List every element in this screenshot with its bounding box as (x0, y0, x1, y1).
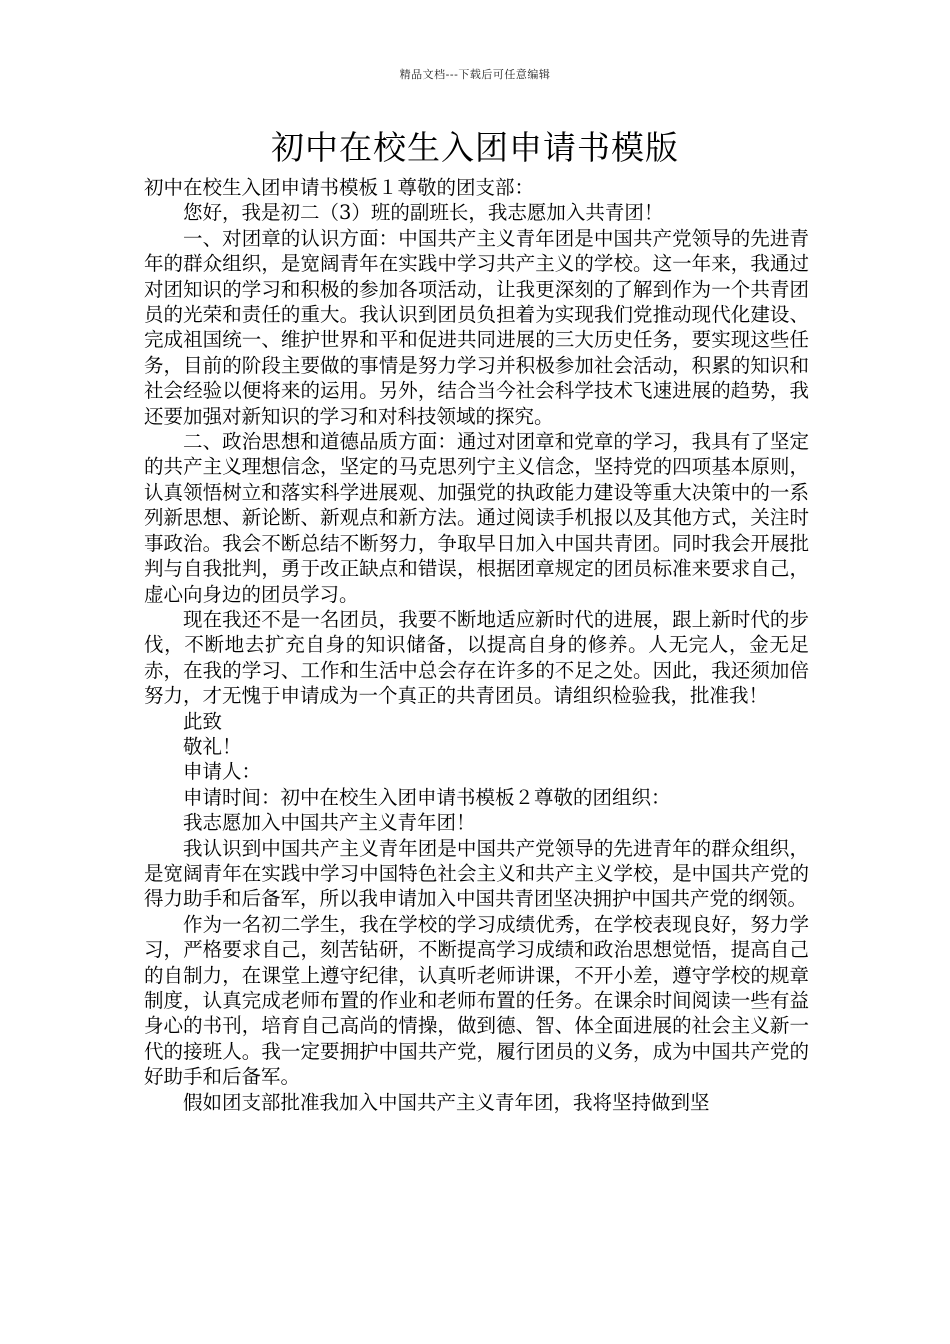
document-body (144, 175, 809, 1115)
header-note: 精品文档---下载后可任意编辑 (399, 68, 551, 81)
paragraph: 我志愿加入中国共产主义青年团！ (183, 811, 476, 835)
closing-line: 此致 (183, 709, 223, 733)
paragraph: 我认识到中国共产主义青年团是中国共产党领导的先进青年的群众组织，是宽阔青年在实践中学习中国特色社会主义和共产主义学校，是中国共产党的得力助手和后备军，所以我申请加入中国共青团坚决拥护中国共产党的纲领。 (144, 836, 809, 911)
applicant-line: 申请人： (183, 760, 262, 784)
date-line: 申请时间：初中在校生入团申请书模板２尊敬的团组织： (183, 785, 671, 809)
paragraph: 初中在校生入团申请书模板１尊敬的团支部： (144, 176, 535, 199)
paragraph: 二、政治思想和道德品质方面：通过对团章和党章的学习，我具有了坚定的共产主义理想信念，坚定的马克思列宁主义信念，坚持党的四项基本原则，认真领悟树立和落实科学进展观、加强党的执政能力建设等重大决策中的一系列新思想、新论断、新观点和新方法。通过阅读手机报以及其他方式，关注时事政治。我会不断总结不断努力，争取早日加入中国共青团。同时我会开展批判与自我批判，勇于改正缺点和错误，根据团章规定的团员标准来要求自己，虚心向身边的团员学习。 (144, 430, 809, 606)
paragraph: 现在我还不是一名团员，我要不断地适应新时代的进展，跟上新时代的步伐，不断地去扩充自身的知识储备，以提高自身的修养。人无完人，金无足赤，在我的学习、工作和生活中总会存在许多的不足之处。因此，我还须加倍努力，才无愧于申请成为一个真正的共青团员。请组织检验我，批准我！ (144, 607, 809, 708)
paragraph: 作为一名初二学生，我在学校的学习成绩优秀，在学校表现良好，努力学习，严格要求自己，刻苦钻研，不断提高学习成绩和政治思想觉悟，提高自己的自制力，在课堂上遵守纪律，认真听老师讲课，不开小差，遵守学校的规章制度，认真完成老师布置的作业和老师布置的任务。在课余时间阅读一些有益身心的书刊，培育自己高尚的情操，做到德、智、体全面进展的社会主义新一代的接班人。我一定要拥护中国共产党，履行团员的义务，成为中国共产党的好助手和后备军。 (144, 912, 809, 1089)
closing-line: 敬礼！ (183, 734, 242, 758)
paragraph: 一、对团章的认识方面：中国共产主义青年团是中国共产党领导的先进青年的群众组织，是宽阔青年在实践中学习共产主义的学校。这一年来，我通过对团知识的学习和积极的参加各项活动，让我更深刻的了解到作为一个共青团员的光荣和责任的重大。我认识到团员负担着为实现我们党推动现代化建设、完成祖国统一、维护世界和平和促进共同进展的三大历史任务，要实现这些任务，目前的阶段主要做的事情是努力学习并积极参加社会活动，积累的知识和社会经验以便将来的运用。另外，结合当今社会科学技术飞速进展的趋势，我还要加强对新知识的学习和对科技领域的探究。 (144, 226, 809, 428)
paragraph: 假如团支部批准我加入中国共产主义青年团，我将坚持做到坚 (183, 1090, 710, 1114)
document-title: 初中在校生入团申请书模版 (271, 128, 679, 167)
paragraph: 您好，我是初二（3）班的副班长，我志愿加入共青团！ (183, 201, 664, 225)
